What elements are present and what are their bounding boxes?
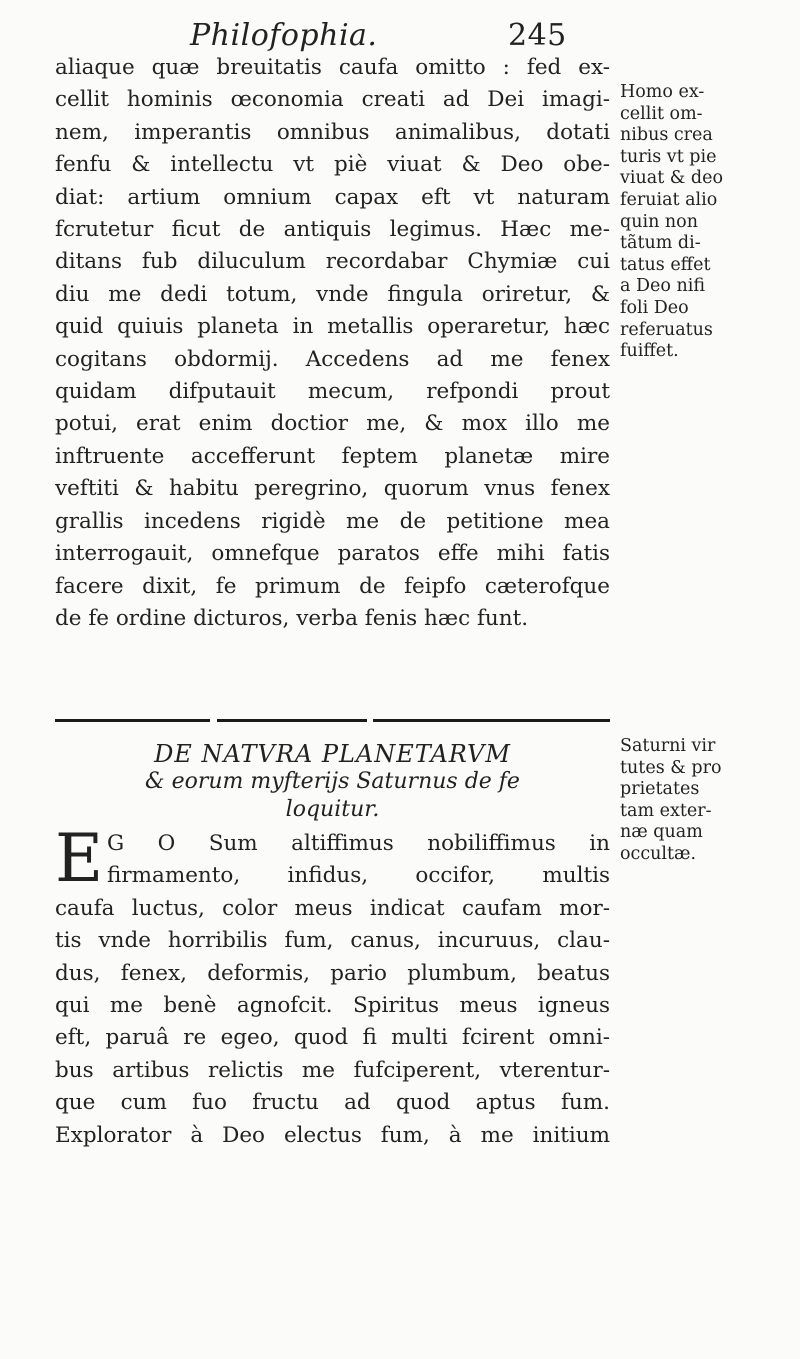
text-line: potui, erat enim doctior me, & mox illo me (55, 411, 610, 437)
margin-note-line: Homo ex- (620, 82, 705, 102)
text-line: veftiti & habitu peregrino, quorum vnus fenex (55, 476, 610, 502)
text-line: cellit hominis œconomia creati ad Dei imagi- (55, 87, 610, 113)
margin-note-line: a Deo nifi (620, 276, 706, 297)
text-line: ditans fub diluculum recordabar Chymiæ cui (55, 249, 610, 275)
text-line: dus, fenex, deformis, pario plumbum, beatus (55, 960, 610, 986)
section-heading-line: DE NATVRA PLANETARVM (154, 740, 511, 768)
text-line: facere dixit, fe primum de feipfo cæterofque (55, 573, 610, 599)
section-heading (55, 740, 610, 824)
section-divider (55, 718, 610, 724)
section-heading-line: & eorum myfterijs Saturnus de fe (145, 769, 520, 794)
margin-note-line: næ quam (620, 822, 703, 843)
text-line: fcrutetur ficut de antiquis legimus. Hæc me- (55, 217, 610, 243)
margin-note-line: feruiat alio (620, 189, 718, 210)
margin-note-line: viuat & deo (620, 168, 724, 189)
text-line: de fe ordine dicturos, verba fenis hæc funt. (55, 605, 529, 631)
text-line: eft, paruâ re egeo, quod fi multi fcirent omni- (55, 1025, 610, 1051)
margin-note-homo (620, 82, 790, 363)
margin-note-line: prietates (620, 779, 700, 800)
text-line: diu me dedi totum, vnde fingula oriretur, & (55, 281, 610, 307)
text-line: nem, imperantis omnibus animalibus, dotati (55, 119, 610, 145)
margin-note-line: fuiffet. (620, 341, 679, 362)
text-line: tis vnde horribilis fum, canus, incuruus, clau- (55, 928, 610, 954)
margin-note-line: tam exter- (620, 800, 712, 821)
margin-note-line: tãtum di- (620, 233, 701, 254)
margin-note-line: occultæ. (620, 843, 697, 864)
text-line: quidam difputauit mecum, refpondi prout (55, 379, 610, 405)
margin-note-line: tutes & pro (620, 757, 722, 778)
text-line: qui me benè agnofcit. Spiritus meus igneus (55, 993, 610, 1019)
text-line: firmamento, infidus, occifor, multis (107, 863, 610, 889)
page-number: 245 (508, 18, 567, 53)
text-line: bus artibus relictis me fufciperent, vterentur- (55, 1057, 610, 1083)
text-line: caufa luctus, color meus indicat caufam mor- (55, 895, 610, 921)
text-line: G O Sum altiffimus nobiliffimus in (107, 831, 610, 856)
drop-cap: E (55, 820, 104, 897)
margin-note-line: referuatus (620, 319, 713, 340)
text-line: fenfu & intellectu vt piè viuat & Deo obe- (55, 152, 610, 178)
text-line: que cum fuo fructu ad quod aptus fum. (55, 1090, 610, 1116)
paragraph-top (55, 52, 610, 635)
margin-note-line: nibus crea (620, 125, 713, 146)
margin-note-line: turis vt pie (620, 146, 717, 167)
text-line: aliaque quæ breuitatis caufa omitto : fed ex- (55, 55, 610, 80)
margin-note-saturni (620, 736, 790, 866)
section-heading-line: loquitur. (285, 797, 380, 822)
paragraph-saturn (55, 820, 610, 1152)
text-line: cogitans obdormij. Accedens ad me fenex (55, 346, 610, 372)
margin-note-line: tatus effet (620, 254, 711, 275)
text-line: grallis incedens rigidè me de petitione mea (55, 508, 610, 534)
margin-note-line: cellit om- (620, 103, 703, 124)
text-line: Explorator à Deo electus fum, à me initium (55, 1122, 610, 1148)
text-line: inftruente accefferunt feptem planetæ mire (55, 443, 610, 469)
text-line: quid quiuis planeta in metallis operaretur, hæc (55, 314, 610, 340)
margin-note-line: foli Deo (620, 297, 689, 318)
text-line: interrogauit, omnefque paratos effe mihi fatis (55, 541, 610, 567)
margin-note-line: quin non (620, 211, 698, 232)
running-head-title: Philofophia. (190, 18, 378, 53)
margin-note-line: Saturni vir (620, 736, 716, 756)
text-line: diat: artium omnium capax eft vt naturam (55, 184, 610, 210)
